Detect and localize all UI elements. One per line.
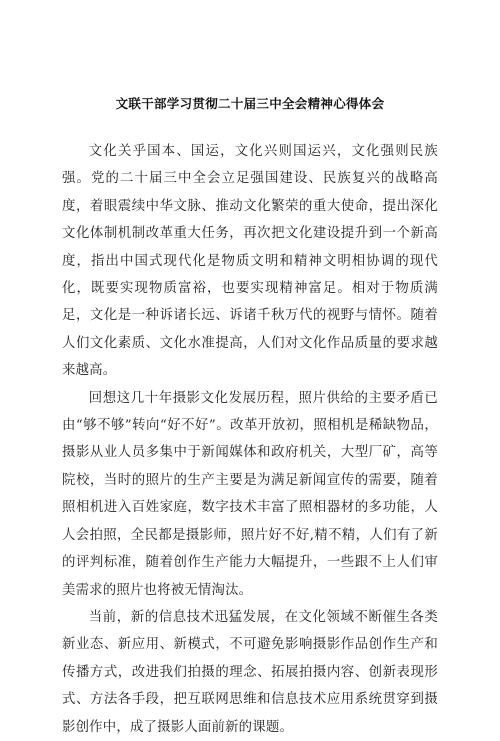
paragraph-1: 文化关乎国本、国运，文化兴则国运兴，文化强则民族强。党的二十届三中全会立足强国建设、民族复兴的战略高度，着眼震续中华文脉、推动文化繁荣的重大使命，提出深化文化体制机制改革重大任务，再次把文化建设提升到一个新高度，指出中国式现代化是物质文明和精神文明相协调的现代化，既要实现物质富裕，也要实现精神富足。相对于物质满足，文化是一种诉诸长远、诉诸千秋万代的视野与情怀。随着人们文化素质、文化水准提高，人们对文化作品质量的要求越来越高。 — [62, 144, 438, 379]
paragraph-2: 回想这几十年摄影文化发展历程，照片供给的主要矛盾已由“够不够”转向“好不好”。改革开放初，照相机是稀缺物品，摄影从业人员多集中于新闻媒体和政府机关，大型厂矿，高等院校，当时的照片的生产主要是为满足新闻宣传的需要，随着照相机进入百姓家庭，数字技术丰富了照相器材的多功能，人人会拍照，全民都是摄影师，照片好不好,精不精，人们有了新的评判标准，随着创作生产能力大幅提升，一些跟不上人们审美需求的照片也将被无情淘汰。 — [62, 390, 438, 598]
document-title: 文联干部学习贯彻二十届三中全会精神心得体会 — [115, 96, 385, 111]
paragraph-3: 当前，新的信息技术迅猛发展，在文化领域不断催生各类新业态、新应用、新模式，不可避免影响摄影作品创作生产和传播方式，改进我们拍摄的理念、拓展拍摄内容、创新表现形式、方法各手段，把互联网思维和信息技术应用系统贯穿到摄影创作中，成了摄影人面前新的课题。 — [62, 609, 438, 735]
document-body — [62, 138, 438, 741]
